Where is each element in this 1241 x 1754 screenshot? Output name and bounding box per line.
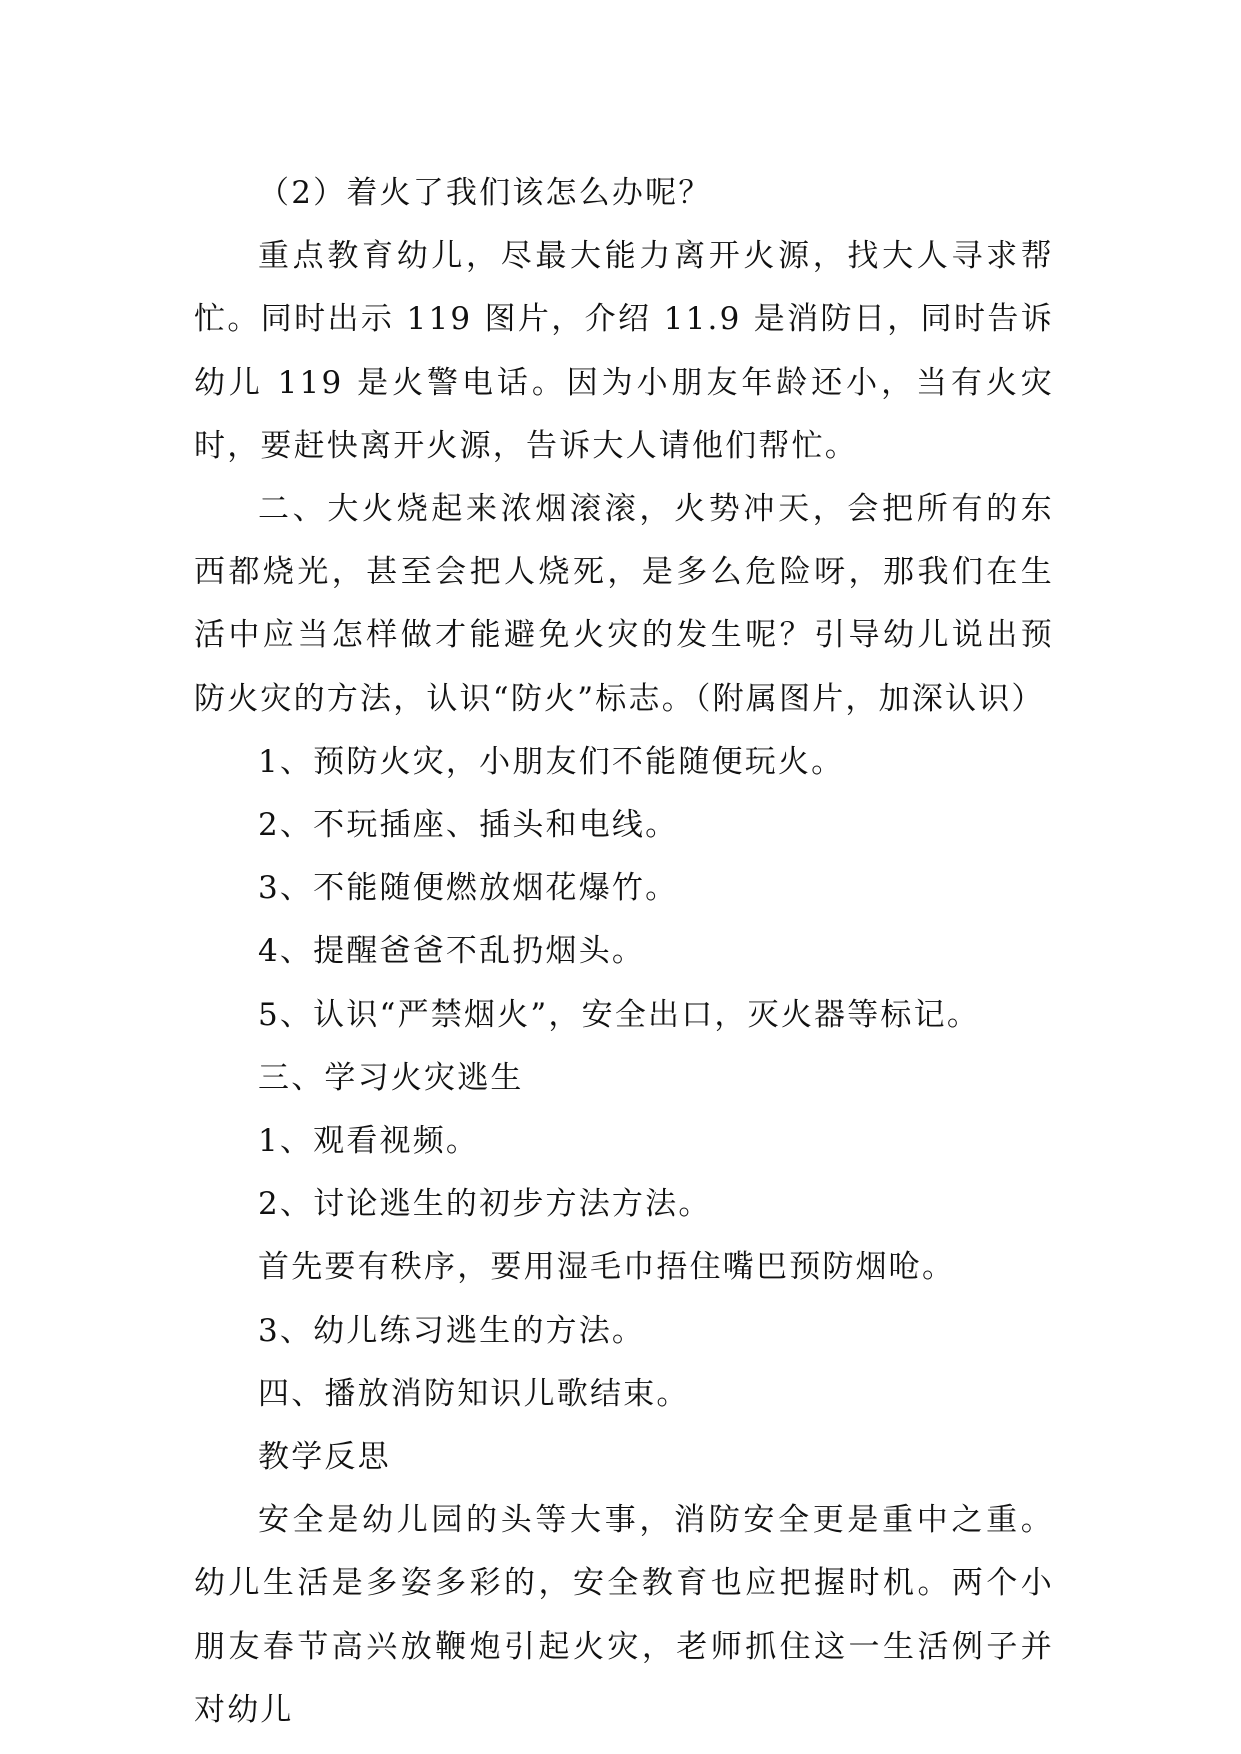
section-3-item-2: 2、讨论逃生的初步方法方法。 [258, 1186, 712, 1223]
section-heading-4: 四、播放消防知识儿歌结束。 [258, 1375, 690, 1412]
reflection-paragraph: 安全是幼儿园的头等大事，消防安全更是重中之重。幼儿生活是多姿多彩的，安全教育也应把握时机。两个小朋友春节高兴放鞭炮引起火灾，老师抓住这一生活例子并对幼儿 [194, 1502, 1054, 1728]
section-3-item-3: 3、幼儿练习逃生的方法。 [258, 1312, 646, 1349]
paragraph-section-2: 二、大火烧起来浓烟滚滚，火势冲天，会把所有的东西都烧光，甚至会把人烧死，是多么危险呀，那我们在生活中应当怎样做才能避免火灾的发生呢？引导幼儿说出预防火灾的方法，认识“防火”标志。（附属图片，加深认识） [194, 491, 1054, 717]
paragraph-key-education: 重点教育幼儿，尽最大能力离开火源，找大人寻求帮忙。同时出示 119 图片，介绍 11.9 是消防日，同时告诉幼儿 119 是火警电话。因为小朋友年龄还小，当有火灾时，要赶快离开火源，告诉大人请他们帮忙。 [194, 238, 1054, 464]
list-item-2: 2、不玩插座、插头和电线。 [258, 807, 679, 844]
section-3-note: 首先要有秩序，要用湿毛巾捂住嘴巴预防烟呛。 [258, 1249, 956, 1286]
list-item-4: 4、提醒爸爸不乱扔烟头。 [258, 933, 646, 970]
section-heading-3: 三、学习火灾逃生 [258, 1059, 524, 1096]
paragraph-question-2: （2）着火了我们该怎么办呢？ [258, 175, 712, 211]
document-body [194, 162, 1054, 1742]
list-item-5: 5、认识“严禁烟火”，安全出口，灭火器等标记。 [258, 996, 981, 1033]
list-item-1: 1、预防火灾，小朋友们不能随便玩火。 [258, 743, 845, 780]
reflection-heading: 教学反思 [258, 1439, 391, 1476]
section-3-item-1: 1、观看视频。 [258, 1123, 480, 1160]
list-item-3: 3、不能随便燃放烟花爆竹。 [258, 870, 679, 907]
